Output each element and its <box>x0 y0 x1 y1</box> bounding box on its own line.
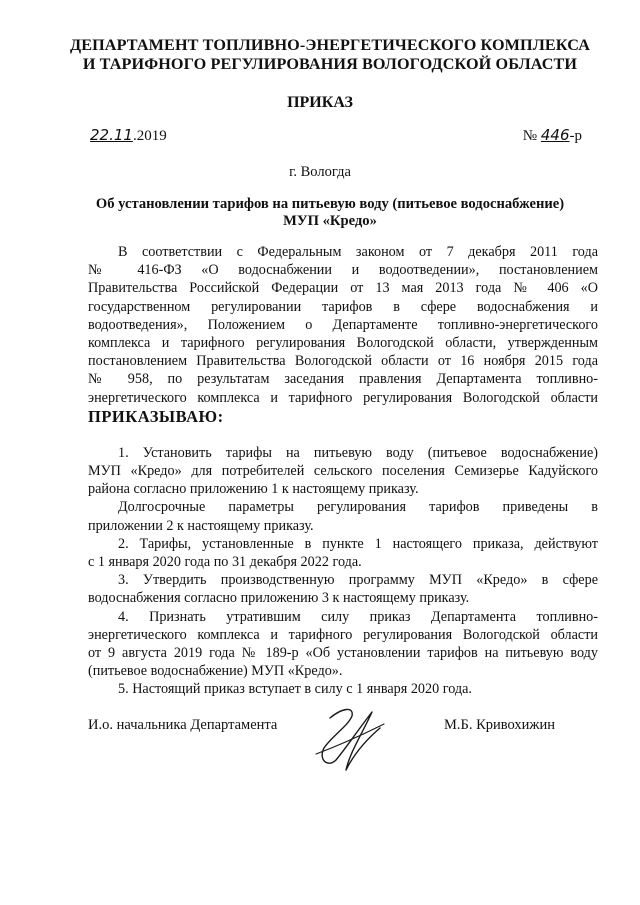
signatory-position: И.о. начальника Департамента <box>88 717 278 733</box>
order-date <box>90 126 167 145</box>
date-year: .2019 <box>132 128 167 144</box>
order-body <box>88 243 598 699</box>
document-type: ПРИКАЗ <box>287 94 353 111</box>
preamble-line: государственном регулировании тарифов в сфере водоснабжения и <box>88 298 598 315</box>
preamble-line: № 416-ФЗ «О водоснабжении и водоотведении», постановлением <box>88 262 598 279</box>
header-line-2: И ТАРИФНОГО РЕГУЛИРОВАНИЯ ВОЛОГОДСКОЙ ОБЛАСТИ <box>82 55 578 73</box>
title-line-1: Об установлении тарифов на питьевую воду (питьевое водоснабжение) <box>95 196 565 212</box>
preamble-line: водоотведения», Положением о Департаменте топливно-энергетического <box>88 316 598 333</box>
city: г. Вологда <box>289 164 351 180</box>
item-4-line: энергетического комплекса и тарифного регулирования Вологодской области <box>88 626 598 643</box>
title-line-2: МУП «Кредо» <box>283 213 377 229</box>
item-5-line: 5. Настоящий приказ вступает в силу с 1 января 2020 года. <box>118 681 472 698</box>
department-header <box>60 36 600 74</box>
order-number <box>523 126 582 145</box>
item-1b-line: приложении 2 к настоящему приказу. <box>88 517 314 534</box>
item-1-line: 1. Установить тарифы на питьевую воду (питьевое водоснабжение) <box>118 444 598 461</box>
item-2-line: 2. Тарифы, установленные в пункте 1 настоящего приказа, действуют <box>118 535 598 552</box>
item-3-line: водоснабжения согласно приложению 3 к настоящему приказу. <box>88 590 470 607</box>
header-line-1: ДЕПАРТАМЕНТ ТОПЛИВНО-ЭНЕРГЕТИЧЕСКОГО КОМПЛЕКСА <box>69 36 590 54</box>
preamble-line: № 958, по результатам заседания правления Департамента топливно- <box>88 371 598 388</box>
number-suffix: -р <box>569 128 582 144</box>
item-3-line: 3. Утвердить производственную программу МУП «Кредо» в сфере <box>118 572 598 589</box>
order-word: ПРИКАЗЫВАЮ: <box>88 406 224 426</box>
signatory-name: М.Б. Кривохижин <box>444 717 555 733</box>
handwritten-number: 446 <box>540 126 570 144</box>
item-1-line: МУП «Кредо» для потребителей сельского поселения Семизерье Кадуйского <box>88 463 598 480</box>
item-4-line: (питьевое водоснабжение) МУП «Кредо». <box>88 663 343 680</box>
number-sign: № <box>522 128 538 144</box>
order-title <box>60 196 600 230</box>
item-1-line: района согласно приложению 1 к настоящему приказу. <box>88 481 419 498</box>
paragraph-gap <box>88 426 598 444</box>
preamble-line: комплекса и тарифного регулирования Вологодской области, утвержденным <box>88 335 598 352</box>
item-4-line: 4. Признать утратившим силу приказ Департамента топливно- <box>118 608 598 625</box>
preamble-line: энергетического комплекса и тарифного регулирования Вологодской области <box>88 389 598 406</box>
preamble-line: постановлением Правительства Вологодской области от 16 ноября 2015 года <box>88 353 598 370</box>
handwritten-signature-icon <box>302 690 397 785</box>
item-1b-line: Долгосрочные параметры регулирования тарифов приведены в <box>118 499 598 516</box>
handwritten-date: 22.11 <box>90 126 133 144</box>
item-2-line: с 1 января 2020 года по 31 декабря 2022 года. <box>88 554 362 571</box>
item-4-line: от 9 августа 2019 года № 189-р «Об установлении тарифов на питьевую воду <box>88 645 598 662</box>
preamble-line: В соответствии с Федеральным законом от 7 декабря 2011 года <box>118 244 598 260</box>
preamble-line: Правительства Российской Федерации от 13 мая 2013 года № 406 «О <box>88 280 598 297</box>
